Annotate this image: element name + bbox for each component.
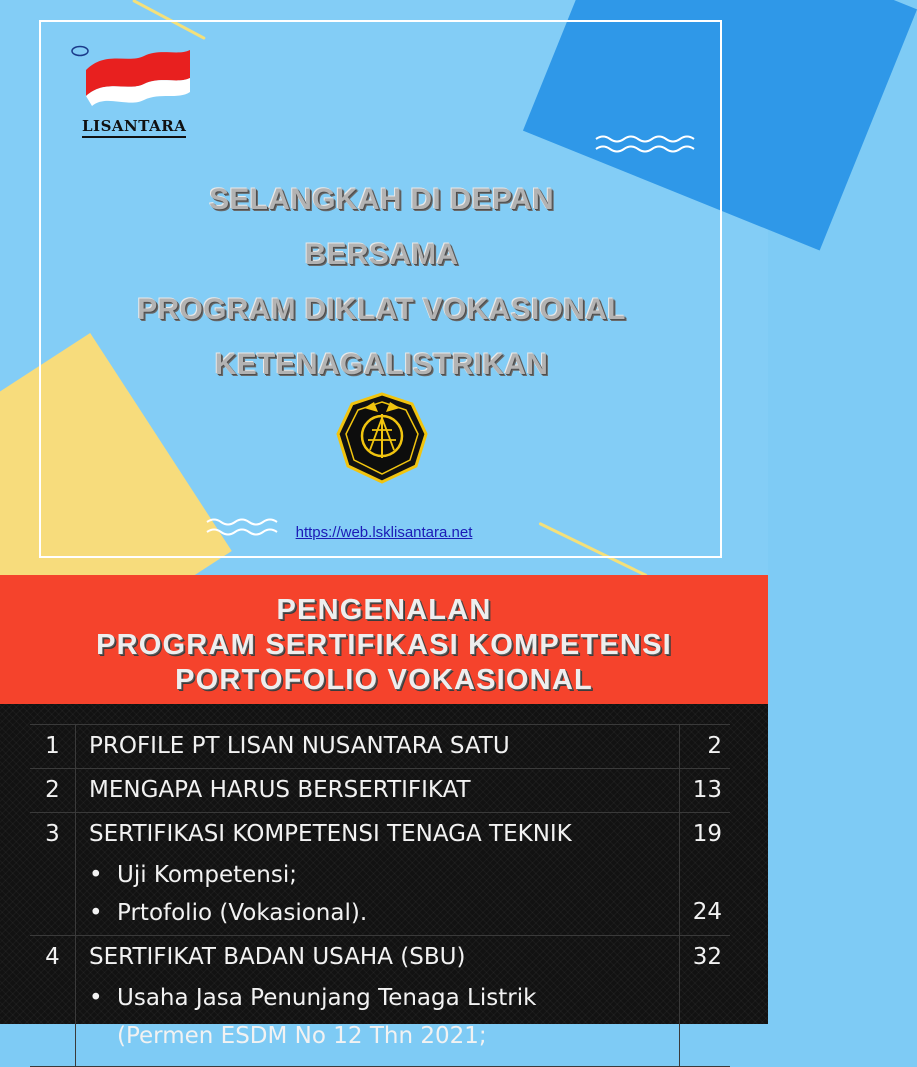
toc-row (30, 813, 730, 936)
headline-line-2: BERSAMA (304, 238, 459, 271)
toc-title: SERTIFIKASI KOMPETENSI TENAGA TEKNIK (89, 821, 572, 847)
toc-page: 2 (679, 725, 730, 768)
toc-subitem-continued: (Permen ESDM No 12 Thn 2021; (117, 1023, 487, 1049)
toc-table (30, 724, 730, 1067)
toc-subitem: • Prtofolio (Vokasional). (89, 894, 675, 932)
toc-page: 32 (679, 936, 730, 1066)
toc-page: 19 24 (679, 813, 730, 935)
toc-content (89, 813, 675, 932)
toc-title: PROFILE PT LISAN NUSANTARA SATU (89, 733, 510, 759)
esdm-emblem-icon (334, 390, 430, 486)
section-banner (0, 575, 768, 704)
brand-name: LISANTARA (82, 117, 187, 135)
headline-line-3: PROGRAM DIKLAT VOKASIONAL (137, 293, 626, 326)
hero-section (0, 0, 768, 575)
banner-line-3: PORTOFOLIO VOKASIONAL (175, 664, 593, 696)
toc-page: 13 (679, 769, 730, 812)
toc-row (30, 769, 730, 813)
headline-line-4: KETENAGALISTRIKAN (214, 348, 549, 381)
flag-logo-icon (82, 48, 194, 110)
toc-subpage: 24 (692, 899, 722, 925)
toc-title: MENGAPA HARUS BERSERTIFIKAT (89, 777, 471, 803)
toc-number: 1 (30, 725, 76, 768)
toc-row (30, 724, 730, 769)
ring-icon (70, 44, 90, 58)
table-of-contents (0, 704, 768, 1049)
toc-content (89, 936, 675, 1055)
toc-number: 3 (30, 813, 76, 935)
toc-number: 4 (30, 936, 76, 1066)
headline-line-1: SELANGKAH DI DEPAN (209, 183, 554, 216)
banner-line-1: PENGENALAN (276, 594, 492, 626)
banner-line-2: PROGRAM SERTIFIKASI KOMPETENSI (96, 629, 672, 661)
headline (40, 172, 723, 392)
website-link[interactable]: https://web.lsklisantara.net (295, 524, 473, 541)
toc-subitem: • Uji Kompetensi; (89, 856, 675, 894)
toc-number: 2 (30, 769, 76, 812)
toc-title: SERTIFIKAT BADAN USAHA (SBU) (89, 944, 466, 970)
toc-subitem: • Usaha Jasa Penunjang Tenaga Listrik (89, 979, 675, 1017)
toc-row (30, 936, 730, 1067)
